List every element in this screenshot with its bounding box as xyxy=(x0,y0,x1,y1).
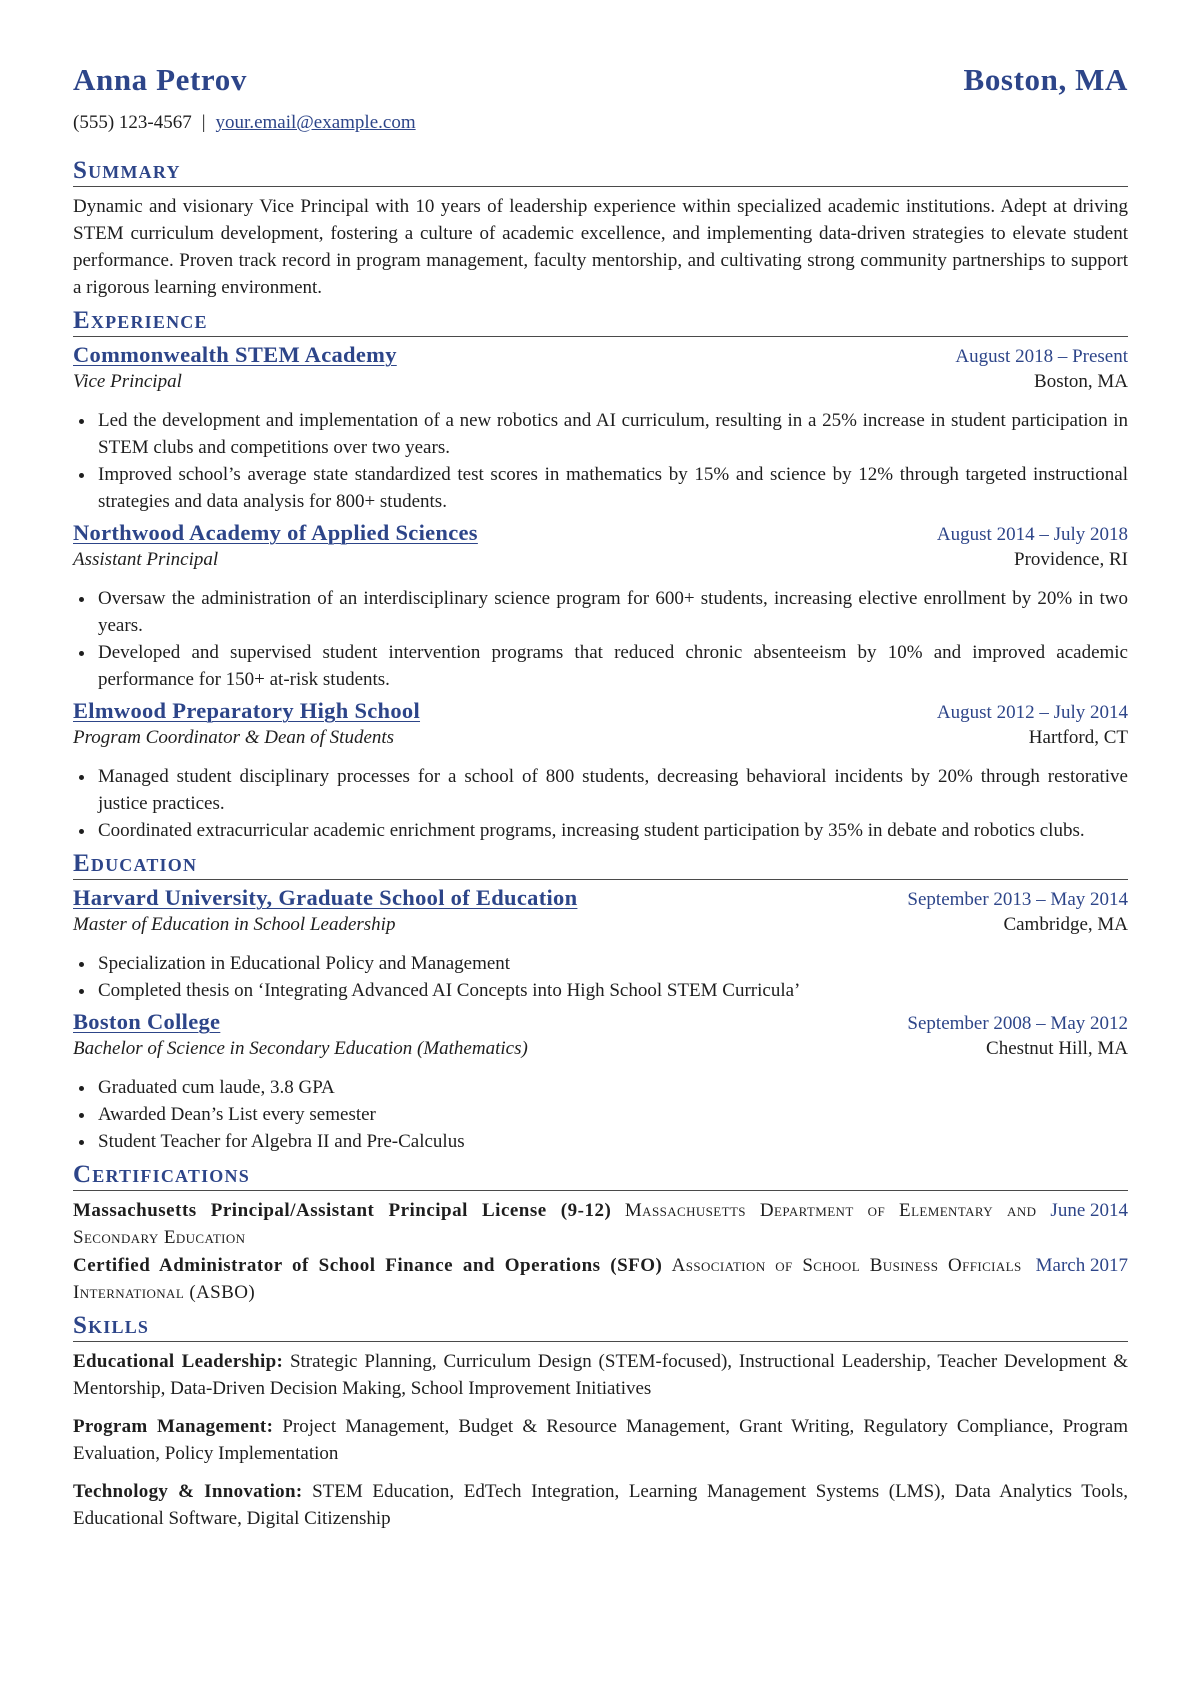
skill-values: Project Management, Budget & Resource Management, Grant Writing, Regulatory Compliance, Program Evaluation, Policy Implementation xyxy=(73,1416,1129,1464)
certification-name: Massachusetts Principal/Assistant Principal License (9-12) xyxy=(73,1200,612,1221)
certification-item xyxy=(73,1197,1128,1251)
skill-values: STEM Education, EdTech Integration, Learning Management Systems (LMS), Data Analytics Tools, Educational Software, Digital Citizenship xyxy=(73,1481,1129,1529)
employer-name[interactable]: Northwood Academy of Applied Sciences xyxy=(73,520,478,545)
bullet-item: Graduated cum laude, 3.8 GPA xyxy=(73,1074,1128,1101)
experience-section xyxy=(73,306,1128,844)
skills-list xyxy=(73,1348,1128,1532)
skill-category: Technology & Innovation: xyxy=(73,1481,303,1502)
institution-name[interactable]: Boston College xyxy=(73,1009,221,1034)
education-entry xyxy=(73,1009,1128,1155)
bullet-item: Led the development and implementation of a new robotics and AI curriculum, resulting in a 25% increase in student participation in STEM clubs and competitions over two years. xyxy=(73,407,1128,461)
resume-header xyxy=(73,62,1128,100)
institution-name[interactable]: Harvard University, Graduate School of Education xyxy=(73,885,578,910)
certification-issuer: Association of School Business Officials International (ASBO) xyxy=(73,1255,1022,1303)
employment-dates: August 2018 – Present xyxy=(955,346,1128,367)
degree-title: Master of Education in School Leadership xyxy=(73,914,396,935)
skill-values: Strategic Planning, Curriculum Design (STEM-focused), Instructional Leadership, Teacher Development & Mentorship, Data-Driven Decision Making, School Improvement Initiatives xyxy=(73,1351,1129,1399)
experience-heading: Experience xyxy=(73,306,1128,337)
bullet-item: Coordinated extracurricular academic enrichment programs, increasing student participation by 35% in debate and robotics clubs. xyxy=(73,817,1128,844)
job-location: Boston, MA xyxy=(1034,371,1128,392)
phone-number: (555) 123-4567 xyxy=(73,112,192,133)
degree-title: Bachelor of Science in Secondary Education (Mathematics) xyxy=(73,1038,528,1059)
job-title: Assistant Principal xyxy=(73,549,219,570)
skill-group xyxy=(73,1478,1128,1532)
summary-section xyxy=(73,156,1128,301)
employment-dates: August 2012 – July 2014 xyxy=(936,702,1128,723)
skill-category: Educational Leadership: xyxy=(73,1351,284,1372)
contact-separator: | xyxy=(201,112,206,133)
bullet-item: Improved school’s average state standardized test scores in mathematics by 15% and science by 12% through targeted instructional strategies and data analysis for 800+ students. xyxy=(73,461,1128,515)
certification-date: March 2017 xyxy=(1035,1255,1128,1276)
candidate-name: Anna Petrov xyxy=(73,62,247,97)
contact-line xyxy=(73,112,1128,136)
job-location: Hartford, CT xyxy=(1028,727,1128,748)
bullet-item: Managed student disciplinary processes for a school of 800 students, decreasing behavioral incidents by 20% through restorative justice practices. xyxy=(73,763,1128,817)
employment-dates: August 2014 – July 2018 xyxy=(936,524,1128,545)
education-section xyxy=(73,849,1128,1155)
employer-name[interactable]: Elmwood Preparatory High School xyxy=(73,698,421,723)
bullet-list xyxy=(73,585,1128,693)
skill-group xyxy=(73,1413,1128,1467)
bullet-list xyxy=(73,950,1128,1004)
employer-name[interactable]: Commonwealth STEM Academy xyxy=(73,342,397,367)
certification-name: Certified Administrator of School Finance and Operations (SFO) xyxy=(73,1255,663,1276)
certification-date: June 2014 xyxy=(1050,1200,1128,1221)
summary-text: Dynamic and visionary Vice Principal with 10 years of leadership experience within specialized academic institutions. Adept at driving STEM curriculum development, fostering a culture of academic excellence, and implementing data-driven strategies to elevate student performance. Proven track record in program management, faculty mentorship, and cultivating strong community partnerships to support a rigorous learning environment. xyxy=(73,196,1128,298)
skill-category: Program Management: xyxy=(73,1416,274,1437)
bullet-list xyxy=(73,1074,1128,1155)
study-dates: September 2013 – May 2014 xyxy=(907,889,1128,910)
bullet-item: Completed thesis on ‘Integrating Advanced AI Concepts into High School STEM Curricula’ xyxy=(73,977,1128,1004)
bullet-list xyxy=(73,407,1128,515)
experience-entry xyxy=(73,342,1128,515)
study-dates: September 2008 – May 2012 xyxy=(907,1013,1128,1034)
certifications-list xyxy=(73,1197,1128,1306)
education-entry xyxy=(73,885,1128,1004)
certifications-section xyxy=(73,1160,1128,1306)
resume-page xyxy=(73,62,1128,1532)
institution-location: Chestnut Hill, MA xyxy=(986,1038,1128,1059)
bullet-item: Student Teacher for Algebra II and Pre-Calculus xyxy=(73,1128,1128,1155)
job-title: Vice Principal xyxy=(73,371,182,392)
summary-heading: Summary xyxy=(73,156,1128,187)
job-location: Providence, RI xyxy=(1014,549,1128,570)
bullet-item: Specialization in Educational Policy and Management xyxy=(73,950,1128,977)
experience-entry xyxy=(73,520,1128,693)
skills-heading: Skills xyxy=(73,1311,1128,1342)
experience-entry xyxy=(73,698,1128,844)
bullet-list xyxy=(73,763,1128,844)
certifications-heading: Certifications xyxy=(73,1160,1128,1191)
certification-issuer: Massachusetts Department of Elementary and Secondary Education xyxy=(73,1200,1037,1248)
certification-item xyxy=(73,1252,1128,1306)
bullet-item: Awarded Dean’s List every semester xyxy=(73,1101,1128,1128)
email-link[interactable]: your.email@example.com xyxy=(215,112,416,133)
institution-location: Cambridge, MA xyxy=(1003,914,1128,935)
bullet-item: Oversaw the administration of an interdisciplinary science program for 600+ students, increasing elective enrollment by 20% in two years. xyxy=(73,585,1128,639)
skills-section xyxy=(73,1311,1128,1532)
education-heading: Education xyxy=(73,849,1128,880)
candidate-location: Boston, MA xyxy=(963,62,1128,97)
bullet-item: Developed and supervised student intervention programs that reduced chronic absenteeism by 10% and improved academic performance for 150+ at-risk students. xyxy=(73,639,1128,693)
job-title: Program Coordinator & Dean of Students xyxy=(73,727,395,748)
skill-group xyxy=(73,1348,1128,1402)
